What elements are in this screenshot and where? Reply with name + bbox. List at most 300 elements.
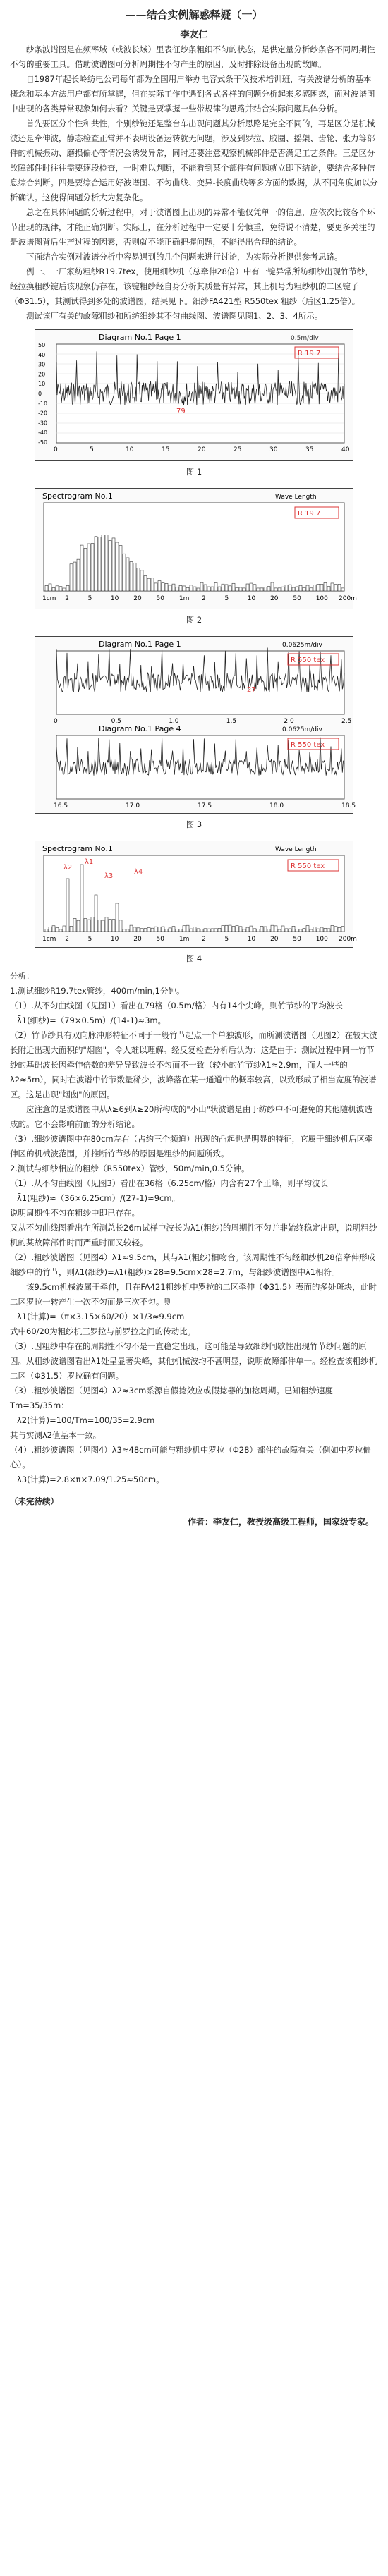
x-tick-label: 18.5 bbox=[341, 802, 356, 810]
x-tick-label: 17.5 bbox=[198, 802, 212, 810]
spectrum-bar bbox=[211, 929, 214, 932]
spectrum-bar bbox=[281, 587, 284, 591]
spectrum-bar bbox=[310, 929, 313, 932]
spectrum-bar bbox=[190, 585, 193, 591]
x-tick-label: 2 bbox=[65, 595, 70, 602]
x-tick-label: 100 bbox=[315, 936, 328, 943]
case-paragraph: 例一、一厂家纺粗纱R19.7tex，使用细纱机（总牵伸28倍）中有一锭异常所纺细纱出现竹节纱，经拉换粗纱锭后该现象仍存在，该锭粗纱经自身分析其质量有异常，其上机号为粗纱机的二区锭子（Φ31.5），其测试得到多处的波谱图，结果见下。细纱FA421型 R550tex 粗纱（后区1.25倍）。 bbox=[10, 267, 373, 306]
spectrum-bar bbox=[183, 586, 186, 591]
inner-label: 79 bbox=[176, 408, 186, 415]
spectrum-bar bbox=[303, 929, 305, 932]
x-tick-label: 50 bbox=[156, 936, 164, 943]
x-tick-label: 35 bbox=[305, 446, 314, 453]
spectrum-bar bbox=[144, 576, 147, 591]
spectrum-bar bbox=[218, 928, 221, 932]
x-tick-label: 1cm bbox=[42, 595, 56, 602]
analysis-formula: λ̄1(粗纱)≈（36×6.25cm）/(27-1)≈9cm。 bbox=[17, 1193, 181, 1203]
figure-3-diagram bbox=[35, 636, 356, 814]
spectrum-bar bbox=[341, 588, 344, 591]
spectrum-bar bbox=[338, 927, 341, 932]
spectrum-bar bbox=[59, 929, 62, 932]
spectrum-bar bbox=[126, 929, 129, 932]
spectrum-bar bbox=[84, 919, 87, 932]
spectrum-bar bbox=[52, 926, 55, 932]
spectrum-bar bbox=[246, 927, 249, 932]
spectrum-bar bbox=[239, 587, 242, 591]
spectrum-bar bbox=[130, 925, 133, 932]
case-paragraph: 测试该厂有关的故障粗纱和所纺细纱其不匀曲线图、波谱图见图1、2、3、4所示。 bbox=[26, 311, 323, 321]
y-tick-label: -20 bbox=[38, 410, 48, 417]
diagram-title-top: Diagram No.1 Page 1 bbox=[99, 640, 181, 649]
x-tick-label: 18.0 bbox=[269, 802, 284, 810]
intro-paragraph: 自1987年起长岭纺电公司每年都为全国用户举办电容式条干仪技术培训班，有关波谱分析的基本概念和基本方法用户都有所掌握，但在实际工作中遇到各式各样的问题分析起来多感困惑，面对波谱图中出现的各类异常现象如何去看？关键是要掌握一些带规律的思路并结合实际问题具体分析。 bbox=[10, 74, 375, 114]
diagram-title: Diagram No.1 Page 1 bbox=[99, 333, 181, 342]
spectrum-bar bbox=[179, 585, 182, 591]
spectrum-bar bbox=[257, 929, 260, 932]
intro-paragraph: 下面结合实例对波谱分析中容易遇到的几个问题来进行讨论，为实际分析提供参考思路。 bbox=[26, 252, 343, 262]
sample-tag-top: R 550 tex bbox=[291, 657, 325, 664]
spectrum-bar bbox=[327, 587, 330, 591]
x-tick-label: 1.5 bbox=[226, 718, 237, 725]
y-tick-label: -30 bbox=[38, 420, 48, 427]
spectrum-bar bbox=[271, 582, 274, 591]
analysis-line: （2）.粗纱波谱图（见图4）λ1≈9.5cm，其与λ1(粗纱)相吻合。该周期性不匀经细纱机28倍牵伸形成细纱中的竹节，则λ1(细纱)=λ1(粗纱)×28≈9.5cm×28=2.7m，与细纱波谱图中λ1相符。 bbox=[10, 1252, 376, 1277]
spectrum-bar bbox=[162, 583, 164, 591]
x-tick-label: 10 bbox=[247, 595, 256, 602]
spectrum-bar bbox=[193, 927, 196, 932]
spectrum-bar bbox=[204, 585, 207, 591]
spectrum-bar bbox=[204, 929, 207, 932]
sample-tag: R 19.7 bbox=[298, 510, 321, 518]
x-tick-label: 15 bbox=[162, 446, 170, 453]
x-tick-label: 0 bbox=[54, 718, 58, 725]
spectrum-bar bbox=[87, 920, 90, 932]
analysis-line: 其与实测λ2值基本一致。 bbox=[10, 1430, 102, 1440]
x-tick-label: 50 bbox=[293, 595, 301, 602]
spectrum-bar bbox=[151, 928, 154, 932]
x-tick-label: 20 bbox=[133, 936, 142, 943]
x-ticks bbox=[42, 936, 357, 943]
spectrum-bar bbox=[140, 929, 143, 932]
spectrum-bar bbox=[144, 929, 147, 932]
diagram-2-svg bbox=[35, 637, 356, 813]
spectrum-bar bbox=[331, 925, 334, 932]
x-tick-label: 20 bbox=[270, 936, 279, 943]
spectrum-bar bbox=[207, 587, 210, 591]
analysis-line: 2.测试与细纱相应的粗纱（R550tex）管纱，50m/min,0.5分钟。 bbox=[10, 1164, 250, 1173]
x-tick-label: 200m bbox=[339, 936, 357, 943]
spectrum-bar bbox=[267, 587, 270, 591]
spectrum-bar bbox=[66, 879, 69, 932]
spectrum-bar bbox=[303, 587, 305, 591]
spectrum-bar bbox=[133, 927, 136, 932]
spectrum-bar bbox=[250, 926, 253, 932]
figure-2-caption: 图 2 bbox=[186, 615, 202, 625]
analysis-line: （3）.细纱波谱图中在80cm左右（占约三个频道）出现的凸起也是明显的特征，它属于细纱机后区牵伸区的机械波范围，并推断竹节纱的原因是粗纱的问题所致。 bbox=[10, 1134, 373, 1159]
spectrum-bar bbox=[105, 535, 108, 591]
spectrum-bar bbox=[158, 927, 161, 932]
analysis-line: （1）.从不匀曲线图（见图1）看出在79格（0.5m/格）内有14个尖峰，则竹节纱的平均波长 bbox=[10, 1001, 343, 1011]
spectrum-bar bbox=[126, 558, 129, 591]
spectrogram-title: Spectrogram No.1 bbox=[42, 844, 113, 853]
analysis-line: （1）.从不匀曲线图（见图3）看出在36格（6.25cm/格）内含有27个正峰，则平均波长 bbox=[10, 1178, 329, 1188]
spectrum-bar bbox=[211, 587, 214, 591]
spectrum-bar bbox=[232, 927, 235, 932]
scale-note: 0.5m/div bbox=[291, 335, 319, 342]
spectrum-bar bbox=[299, 929, 302, 932]
spectrum-bar bbox=[285, 929, 288, 932]
y-tick-label: 40 bbox=[38, 351, 46, 358]
x-tick-label: 5 bbox=[87, 595, 92, 602]
author-footer: 作者：李友仁，教授级高级工程师，国家级专家。 bbox=[187, 1517, 374, 1527]
spectrum-bar bbox=[292, 587, 295, 591]
spectrum-bar bbox=[95, 537, 97, 591]
spectrogram-title: Spectrogram No.1 bbox=[42, 492, 113, 501]
spectrum-bar bbox=[116, 903, 119, 932]
article-subtitle: ——结合实例解惑释疑（一） bbox=[125, 8, 263, 21]
spectrum-bar bbox=[278, 588, 281, 591]
spectrum-bar bbox=[197, 588, 200, 591]
spectrum-bar bbox=[317, 584, 320, 591]
spectrogram-2-svg bbox=[35, 841, 357, 947]
peak-label-lambda1: λ1 bbox=[85, 858, 94, 866]
y-tick-label: 30 bbox=[38, 361, 46, 368]
scale-note-top: 0.0625m/div bbox=[282, 642, 322, 649]
scale-note: Wave Length bbox=[275, 494, 317, 501]
x-tick-label: 16.5 bbox=[54, 802, 68, 810]
spectrum-bar bbox=[137, 928, 140, 932]
analysis-section bbox=[0, 969, 388, 1487]
analysis-line: 应注意的是波谱图中从λ≥6到λ≥20所构成的"小山"状波谱是由于纺纱中不可避免的其他随机波造成的。它不会影响前面的分析结论。 bbox=[10, 1104, 372, 1129]
spectrum-bar bbox=[225, 925, 228, 932]
figure-4-caption: 图 4 bbox=[186, 953, 202, 963]
spectrum-bar bbox=[154, 583, 157, 591]
spectrum-bar bbox=[317, 929, 320, 932]
analysis-line: （4）.粗纱波谱图（见图4）λ3≈48cm可能与粗纱机中罗拉（Φ28）部件的故障有关（例如中罗拉偏心）。 bbox=[10, 1445, 371, 1470]
spectrum-bar bbox=[236, 926, 238, 932]
spectrum-bar bbox=[119, 920, 122, 932]
spectrum-bar bbox=[172, 927, 175, 932]
spectrum-bar bbox=[70, 564, 73, 591]
x-tick-label: 0.5 bbox=[111, 718, 121, 725]
spectrum-bar bbox=[165, 929, 168, 932]
x-tick-label: 2 bbox=[202, 936, 206, 943]
figure-3-caption: 图 3 bbox=[186, 819, 202, 829]
x-ticks bbox=[42, 595, 357, 602]
figure-2-spectrogram bbox=[35, 488, 357, 609]
spectrum-bar bbox=[73, 918, 76, 932]
spectrum-bar bbox=[179, 929, 182, 932]
x-tick-label: 50 bbox=[156, 595, 164, 602]
spectrum-bar bbox=[274, 926, 277, 932]
x-tick-label: 1cm bbox=[42, 936, 56, 943]
spectrum-bar bbox=[197, 929, 200, 932]
spectrum-bar bbox=[232, 583, 235, 591]
figure-1-diagram bbox=[35, 329, 353, 461]
spectrum-bar bbox=[77, 559, 80, 591]
spectrum-bar bbox=[147, 927, 150, 932]
spectrum-bar bbox=[98, 920, 101, 932]
x-tick-label: 1m bbox=[178, 936, 190, 943]
spectrum-bar bbox=[278, 929, 281, 932]
analysis-formula: λ̄1(细纱)=（79×0.5m）/(14-1)≈3m。 bbox=[17, 1015, 166, 1025]
x-tick-label: 40 bbox=[341, 446, 350, 453]
x-tick-label: 1.0 bbox=[169, 718, 179, 725]
spectrum-bar bbox=[172, 584, 175, 591]
y-tick-label: 50 bbox=[38, 342, 46, 348]
spectrum-bar bbox=[222, 925, 224, 932]
spectrum-bar bbox=[95, 895, 97, 932]
spectrum-bar bbox=[225, 585, 228, 591]
intro-paragraph: 纱条波谱图是在频率域（或波长域）里表征纱条粗细不匀的状态，是供定量分析纱条各不同周期性不匀的重要工具。借助波谱图可分析周期性不匀产生的原因，及时排除设备出现的故障。 bbox=[10, 44, 375, 69]
spectrum-bar bbox=[87, 544, 90, 591]
spectrum-bar bbox=[63, 588, 66, 591]
x-tick-label: 20 bbox=[270, 595, 279, 602]
spectrum-bar bbox=[296, 929, 298, 932]
spectrum-bar bbox=[186, 925, 189, 932]
spectrum-bar bbox=[49, 584, 51, 591]
spectrum-bar bbox=[289, 929, 291, 932]
x-tick-label: 2 bbox=[202, 595, 206, 602]
spectrum-bar bbox=[250, 583, 253, 591]
spectrum-bar bbox=[176, 587, 178, 591]
x-tick-label: 20 bbox=[133, 595, 142, 602]
spectrum-bar bbox=[264, 587, 267, 591]
spectrum-bar bbox=[271, 925, 274, 932]
x-tick-label: 17.0 bbox=[126, 802, 140, 810]
spectrum-bar bbox=[84, 548, 87, 591]
author-name: 李友仁 bbox=[180, 30, 208, 40]
spectrum-bar bbox=[169, 585, 171, 591]
x-tick-label: 10 bbox=[247, 936, 256, 943]
spectrum-bar bbox=[324, 582, 327, 591]
spectrum-bar bbox=[320, 584, 323, 591]
spectrum-bar bbox=[313, 927, 316, 932]
spectrum-bar bbox=[186, 587, 189, 591]
spectrum-bar bbox=[169, 928, 171, 932]
x-tick-label: 1m bbox=[178, 595, 190, 602]
spectrum-bar bbox=[253, 585, 256, 591]
spectrum-bar bbox=[162, 927, 164, 932]
spectrum-bar bbox=[91, 544, 94, 591]
spectrum-bar bbox=[73, 562, 76, 591]
spectrum-bar bbox=[236, 587, 238, 591]
sample-tag: R 19.7 bbox=[298, 350, 321, 358]
x-tick-label: 50 bbox=[293, 936, 301, 943]
spectrum-bar bbox=[109, 919, 111, 932]
y-tick-label: -10 bbox=[38, 400, 48, 407]
spectrum-bar bbox=[313, 585, 316, 591]
x-tick-label: 10 bbox=[126, 446, 134, 453]
spectrum-bar bbox=[274, 588, 277, 591]
spectrum-bar bbox=[341, 927, 344, 932]
diagram-title-bottom: Diagram No.1 Page 4 bbox=[99, 724, 181, 733]
diagram-1-svg bbox=[35, 330, 353, 460]
y-tick-label: -40 bbox=[38, 429, 48, 437]
peak-label-lambda4: λ4 bbox=[134, 868, 143, 876]
x-tick-label: 20 bbox=[198, 446, 206, 453]
x-tick-label: 2 bbox=[65, 936, 70, 943]
x-tick-label: 2.5 bbox=[341, 718, 352, 725]
spectrum-bar bbox=[260, 926, 263, 932]
spectrum-bar bbox=[77, 920, 80, 932]
spectrum-bar bbox=[267, 929, 270, 932]
spectrum-bar bbox=[80, 865, 83, 932]
analysis-line: （3）.粗纱波谱图（见图4）λ2≈3cm系源自假捻效应或假捻器的加捻周期。已知粗纱速度Tm=35/35m： bbox=[10, 1386, 333, 1410]
spectrum-bar bbox=[154, 927, 157, 932]
spectrum-bar bbox=[222, 584, 224, 591]
spectrum-bar bbox=[63, 926, 66, 932]
spectrum-bar bbox=[193, 587, 196, 591]
analysis-line: 又从不匀曲线图看出在所测总长26m试样中波长为λ1(粗纱)的周期性不匀并非始终稳定出现，说明粗纱机的某故障部件时而严重时而又较轻。 bbox=[10, 1223, 377, 1247]
peak-label-lambda2: λ2 bbox=[63, 864, 73, 872]
to-be-continued: （未完待续） bbox=[10, 1496, 59, 1506]
spectrum-bar bbox=[116, 542, 119, 591]
analysis-line: 说明周期性不匀在粗纱中即已存在。 bbox=[10, 1208, 140, 1218]
x-tick-label: 0 bbox=[54, 446, 58, 453]
spectrum-bar bbox=[98, 537, 101, 591]
spectrum-bar bbox=[140, 570, 143, 591]
spectrum-bar bbox=[52, 587, 55, 591]
spectrum-bar bbox=[264, 927, 267, 932]
spectrum-bar bbox=[306, 585, 309, 591]
spectrum-bar bbox=[331, 583, 334, 591]
analysis-heading: 分析： bbox=[10, 971, 35, 981]
analysis-formula: λ1(计算)=（π×3.15×60/20）×1/3≈9.9cm bbox=[17, 1312, 185, 1321]
figure-4-spectrogram bbox=[35, 841, 357, 948]
intro-paragraph: 总之在具体问题的分析过程中，对于波谱图上出现的异常不能仅凭单一的信息，应依次比较各个环节出现的规律，才能正确判断。实际上，在分析过程中一定要十分慎重，免得说不清楚，要更多关注的是波谱图背后生产过程的因素，否则就不能正确把握问题，不能得出合理的结论。 bbox=[10, 207, 375, 247]
spectrum-bar bbox=[229, 925, 231, 932]
spectrum-bar bbox=[45, 929, 48, 932]
spectrum-bar bbox=[80, 545, 83, 591]
x-tick-label: 5 bbox=[224, 595, 229, 602]
scale-note: Wave Length bbox=[275, 846, 317, 853]
x-tick-label: 5 bbox=[87, 936, 92, 943]
spectrum-bar bbox=[133, 563, 136, 591]
spectrum-bar bbox=[320, 927, 323, 932]
peak-label-lambda3: λ3 bbox=[104, 872, 114, 880]
spectrum-bar bbox=[147, 578, 150, 591]
analysis-line: （3）.因粗纱中存在的周期性不匀不是一直稳定出现，这可能是导致细纱间歇性出现竹节纱问题的原因。从粗纱波谱图看出λ1处呈显著尖峰，其他机械波均不甚明显，说明故障部件单一。经检查该粗纱机二区（Φ31.5）罗拉确有问题。 bbox=[10, 1341, 377, 1381]
spectrum-bar bbox=[281, 926, 284, 932]
x-tick-label: 100 bbox=[315, 595, 328, 602]
spectrum-bar bbox=[158, 581, 161, 591]
y-ticks bbox=[38, 342, 47, 446]
x-tick-label: 200m bbox=[339, 595, 357, 602]
spectrum-bar bbox=[59, 587, 62, 591]
spectrum-bar bbox=[324, 928, 327, 932]
x-tick-label: 5 bbox=[90, 446, 94, 453]
spectrum-bar bbox=[334, 927, 337, 932]
spectrum-bar bbox=[165, 583, 168, 591]
spectrum-bar bbox=[130, 562, 133, 591]
spectrum-bar bbox=[260, 588, 263, 591]
spectrum-bar bbox=[327, 929, 330, 932]
spectrum-bar bbox=[338, 584, 341, 591]
spectrum-bar bbox=[137, 568, 140, 591]
analysis-line: 该9.5cm机械波属于牵伸，且在FA421粗纱机中罗拉的二区牵伸（Φ31.5）表面的多处斑块，此时二区罗拉一转产生一次不匀而是三次不匀。则 bbox=[10, 1282, 377, 1307]
x-tick-label: 25 bbox=[234, 446, 242, 453]
x-tick-label: 30 bbox=[269, 446, 278, 453]
inner-label: 27 bbox=[247, 686, 256, 694]
spectrum-bar bbox=[334, 585, 337, 591]
spectrum-bar bbox=[214, 582, 217, 591]
spectrum-bar bbox=[299, 585, 302, 591]
spectrum-bar bbox=[243, 929, 245, 932]
spectrum-bar bbox=[91, 917, 94, 932]
y-tick-label: 10 bbox=[38, 381, 46, 388]
x-ticks-bottom bbox=[54, 802, 356, 810]
spectrum-bar bbox=[239, 927, 242, 932]
y-tick-label: -50 bbox=[38, 439, 48, 446]
analysis-formula: λ3(计算)=2.8×π×7.09/1.25≈50cm。 bbox=[17, 1475, 164, 1484]
spectrum-bar bbox=[102, 920, 104, 932]
spectrum-bar bbox=[218, 587, 221, 591]
y-tick-label: 0 bbox=[38, 391, 42, 397]
x-tick-label: 10 bbox=[110, 595, 119, 602]
spectrum-bar bbox=[45, 585, 48, 591]
spectrum-bar bbox=[253, 929, 256, 932]
spectrum-bar bbox=[243, 588, 245, 591]
spectrum-bar bbox=[119, 546, 122, 591]
analysis-line: （2）竹节纱具有双向脉冲形特征不同于一般竹节起点一个单独波形，而所测波谱图（见图2）在较大波长附近出现大面积的"烟囱"，令人难以理解。经反复检查分析后认为：这是由于：测试过程中同一竹节纱的基础波长因牵伸倍数的差异导致波长不匀而不一致（较小的竹节纱λ1≈2.9m，而大一些的λ2≈5m），同时在波谱中竹节数量稀少，波峰落在某一通道中的概率较高，以致形成了相当宽度的波谱区。这是出现"烟囱"的原因。 bbox=[10, 1030, 377, 1099]
spectrum-bar bbox=[123, 929, 126, 932]
figure-1-caption: 图 1 bbox=[186, 467, 202, 477]
spectrum-bar bbox=[66, 585, 69, 591]
spectrogram-1-svg bbox=[35, 489, 357, 609]
intro-paragraph: 首先要区分个性和共性，个别纱锭还是整台车出现问题其分析思路是完全不同的，再是区分是机械波还是牵伸波，静态检查正常并不表明设备运转就无问题，涉及到罗拉、胶圈、摇架、齿轮、张力等部件的机械振动、磨损偏心等情况会诱发异常，同时还要注意观察机械部件是否满足工艺条件。三是区分故障部件时往往需要逐段检查，一时难以判断，不能看到某个部件有问题就立即下结论，要结合多种信息综合判断。四是要综合运用好波谱图、不匀曲线、变异-长度曲线等多方面的数据，从不同角度加以分析确认。这使得问题分析大为复杂化。 bbox=[10, 118, 378, 202]
spectrum-bar bbox=[229, 586, 231, 591]
spectrum-bar bbox=[70, 926, 73, 932]
spectrum-bar bbox=[285, 585, 288, 591]
scale-note-bottom: 0.0625m/div bbox=[282, 726, 322, 733]
spectrum-bar bbox=[200, 929, 203, 932]
spectrum-bar bbox=[109, 540, 111, 591]
x-ticks bbox=[54, 446, 350, 453]
spectrum-bar bbox=[214, 929, 217, 932]
spectrum-bar bbox=[183, 926, 186, 932]
intro-section bbox=[0, 42, 388, 324]
spectrum-bar bbox=[112, 920, 115, 932]
spectrum-bar bbox=[123, 554, 126, 591]
spectrum-bar bbox=[296, 587, 298, 591]
spectrum-bar bbox=[151, 578, 154, 591]
spectrum-bar bbox=[246, 584, 249, 591]
spectrum-bar bbox=[112, 538, 115, 591]
spectrum-bar bbox=[105, 917, 108, 932]
x-tick-label: 5 bbox=[224, 936, 229, 943]
spectrum-bar bbox=[200, 582, 203, 591]
analysis-formula: λ2(计算)=100/Tm=100/35=2.9cm bbox=[17, 1415, 155, 1425]
y-tick-label: 20 bbox=[38, 371, 46, 378]
spectrum-bar bbox=[310, 588, 313, 591]
spectrum-bar bbox=[257, 588, 260, 591]
spectrum-bar bbox=[289, 585, 291, 591]
spectrum-bar bbox=[49, 927, 51, 932]
spectrum-bar bbox=[190, 929, 193, 932]
spectrum-bar bbox=[306, 926, 309, 932]
analysis-line: 1.测试细纱R19.7tex管纱，400m/min,1分钟。 bbox=[10, 986, 185, 996]
sample-tag-bottom: R 550 tex bbox=[291, 741, 325, 749]
spectrum-bar bbox=[207, 929, 210, 932]
x-tick-label: 10 bbox=[110, 936, 119, 943]
spectrum-bar bbox=[176, 929, 178, 932]
analysis-line: 式中60/20为粗纱机三罗拉与前罗拉之间的传动比。 bbox=[10, 1326, 196, 1336]
sample-tag: R 550 tex bbox=[291, 862, 325, 870]
spectrum-bar bbox=[102, 535, 104, 591]
spectrum-bar bbox=[56, 586, 59, 591]
spectrum-bar bbox=[292, 926, 295, 932]
